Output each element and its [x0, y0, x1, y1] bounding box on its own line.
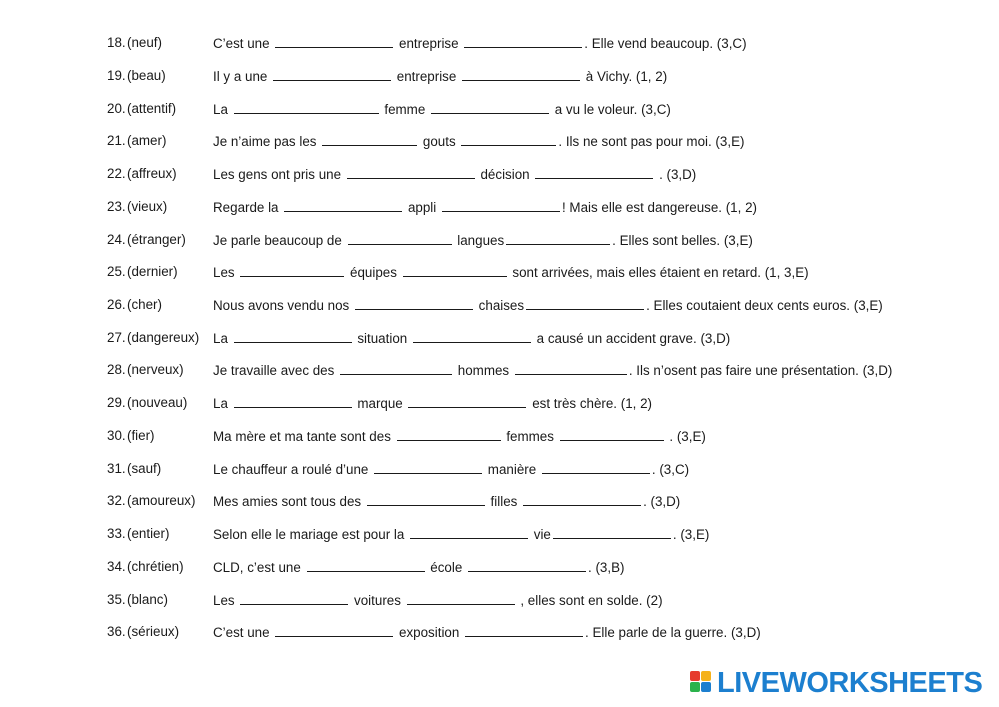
sentence-text: a causé un accident grave. (3,D): [532, 331, 731, 346]
exercise-row: [0, 327, 999, 349]
exercise-number: 19.: [107, 68, 126, 83]
sentence-text: langues: [453, 233, 505, 248]
sentence-text: . Elle vend beaucoup. (3,C): [584, 36, 747, 51]
sentence-text: chaises: [474, 298, 525, 313]
sentence-text: Les: [213, 265, 239, 280]
exercise-number: 32.: [107, 493, 126, 508]
answer-blank[interactable]: [542, 458, 650, 474]
sentence-text: . Ils ne sont pas pour moi. (3,E): [558, 134, 745, 149]
answer-blank[interactable]: [407, 589, 515, 605]
sentence-text: CLD, c’est une: [213, 560, 305, 575]
answer-blank[interactable]: [234, 98, 379, 114]
answer-blank[interactable]: [442, 196, 560, 212]
answer-blank[interactable]: [275, 32, 393, 48]
adjective-hint: (chrétien): [127, 559, 184, 574]
sentence-text: . Elles sont belles. (3,E): [612, 233, 753, 248]
answer-blank[interactable]: [553, 523, 671, 539]
adjective-hint: (vieux): [127, 199, 168, 214]
sentence-text: . (3,E): [672, 527, 710, 542]
exercise-sentence: [213, 229, 753, 252]
answer-blank[interactable]: [515, 359, 627, 375]
exercise-row: [0, 65, 999, 87]
exercise-number: 20.: [107, 101, 126, 116]
exercise-sentence: [213, 261, 809, 284]
exercise-number: 30.: [107, 428, 126, 443]
sentence-text: vie: [530, 527, 551, 542]
exercise-row: [0, 359, 999, 381]
sentence-text: voitures: [350, 593, 405, 608]
exercise-sentence: [213, 130, 744, 153]
answer-blank[interactable]: [348, 229, 452, 245]
sentence-text: . (3,E): [665, 429, 706, 444]
exercise-sentence: [213, 392, 652, 415]
exercise-number: 27.: [107, 330, 126, 345]
adjective-hint: (blanc): [127, 592, 168, 607]
sentence-text: . Elles coutaient deux cents euros. (3,E): [646, 298, 883, 313]
sentence-text: filles: [486, 494, 522, 509]
sentence-text: femmes: [502, 429, 558, 444]
answer-blank[interactable]: [526, 294, 644, 310]
sentence-text: , elles sont en solde. (2): [516, 593, 663, 608]
exercise-sentence: [213, 32, 747, 55]
exercise-number: 18.: [107, 35, 126, 50]
answer-blank[interactable]: [403, 261, 507, 277]
sentence-text: C’est une: [213, 625, 274, 640]
answer-blank[interactable]: [535, 163, 653, 179]
answer-blank[interactable]: [240, 261, 344, 277]
answer-blank[interactable]: [468, 556, 586, 572]
sentence-text: décision: [476, 167, 534, 182]
exercise-row: [0, 196, 999, 218]
answer-blank[interactable]: [464, 32, 582, 48]
adjective-hint: (amer): [127, 133, 167, 148]
sentence-text: C’est une: [213, 36, 274, 51]
exercise-row: [0, 130, 999, 152]
answer-blank[interactable]: [234, 327, 352, 343]
sentence-text: Les: [213, 593, 239, 608]
answer-blank[interactable]: [410, 523, 528, 539]
exercise-number: 35.: [107, 592, 126, 607]
adjective-hint: (fier): [127, 428, 155, 443]
exercise-number: 25.: [107, 264, 126, 279]
sentence-text: marque: [353, 396, 407, 411]
sentence-text: exposition: [395, 625, 464, 640]
sentence-text: à Vichy. (1, 2): [582, 69, 668, 84]
answer-blank[interactable]: [355, 294, 473, 310]
exercise-sentence: [213, 294, 883, 317]
brand-name: LIVEWORKSHEETS: [717, 667, 983, 699]
sentence-text: La: [213, 102, 232, 117]
sentence-text: Je parle beaucoup de: [213, 233, 346, 248]
exercise-sentence: [213, 556, 624, 579]
adjective-hint: (sérieux): [127, 624, 180, 639]
sentence-text: Mes amies sont tous des: [213, 494, 365, 509]
exercise-sentence: [213, 163, 696, 186]
sentence-text: Je n’aime pas les: [213, 134, 321, 149]
sentence-text: . Ils n’osent pas faire une présentation. (3,D): [628, 363, 893, 378]
answer-blank[interactable]: [462, 65, 580, 81]
sentence-text: La: [213, 396, 232, 411]
answer-blank[interactable]: [523, 490, 641, 506]
answer-blank[interactable]: [397, 425, 501, 441]
adjective-hint: (affreux): [127, 166, 177, 181]
adjective-hint: (étranger): [127, 232, 186, 247]
exercise-row: [0, 261, 999, 283]
exercise-row: [0, 621, 999, 643]
exercise-row: [0, 163, 999, 185]
exercise-number: 23.: [107, 199, 126, 214]
exercise-number: 31.: [107, 461, 126, 476]
exercise-row: [0, 490, 999, 512]
exercise-sentence: [213, 98, 671, 121]
answer-blank[interactable]: [340, 359, 452, 375]
sentence-text: femme: [380, 102, 429, 117]
exercise-number: 36.: [107, 624, 126, 639]
sentence-text: La: [213, 331, 232, 346]
exercise-row: [0, 294, 999, 316]
adjective-hint: (sauf): [127, 461, 162, 476]
sentence-text: Ma mère et ma tante sont des: [213, 429, 395, 444]
exercise-sentence: [213, 523, 709, 546]
answer-blank[interactable]: [322, 130, 417, 146]
sentence-text: Je travaille avec des: [213, 363, 339, 378]
sentence-text: Le chauffeur a roulé d’une: [213, 462, 373, 477]
exercise-row: [0, 523, 999, 545]
sentence-text: sont arrivées, mais elles étaient en retard. (1, 3,E): [508, 265, 809, 280]
exercise-sentence: [213, 490, 680, 513]
answer-blank[interactable]: [461, 130, 556, 146]
answer-blank[interactable]: [273, 65, 391, 81]
sentence-text: a vu le voleur. (3,C): [551, 102, 671, 117]
sentence-text: . (3,D): [643, 494, 681, 509]
sentence-text: école: [426, 560, 466, 575]
exercise-row: [0, 32, 999, 54]
exercise-sentence: [213, 327, 730, 350]
answer-blank[interactable]: [234, 392, 352, 408]
adjective-hint: (amoureux): [127, 493, 196, 508]
answer-blank[interactable]: [284, 196, 402, 212]
adjective-hint: (dangereux): [127, 330, 200, 345]
sentence-text: Regarde la: [213, 200, 283, 215]
answer-blank[interactable]: [408, 392, 526, 408]
exercise-sentence: [213, 425, 706, 448]
exercise-number: 24.: [107, 232, 126, 247]
exercise-row: [0, 425, 999, 447]
answer-blank[interactable]: [347, 163, 475, 179]
sentence-text: . (3,B): [588, 560, 625, 575]
adjective-hint: (cher): [127, 297, 162, 312]
adjective-hint: (dernier): [127, 264, 178, 279]
answer-blank[interactable]: [465, 621, 583, 637]
sentence-text: manière: [484, 462, 540, 477]
exercise-row: [0, 229, 999, 251]
liveworksheets-logo-icon: [690, 671, 712, 695]
sentence-text: . (3,C): [651, 462, 690, 477]
exercise-sentence: [213, 359, 892, 382]
exercise-number: 21.: [107, 133, 126, 148]
adjective-hint: (beau): [127, 68, 166, 83]
answer-blank[interactable]: [367, 490, 485, 506]
exercise-number: 33.: [107, 526, 126, 541]
exercise-sentence: [213, 589, 663, 612]
adjective-hint: (attentif): [127, 101, 177, 116]
sentence-text: entreprise: [393, 69, 461, 84]
answer-blank[interactable]: [307, 556, 425, 572]
exercise-number: 29.: [107, 395, 126, 410]
sentence-text: Selon elle le mariage est pour la: [213, 527, 409, 542]
answer-blank[interactable]: [240, 589, 348, 605]
sentence-text: . (3,D): [655, 167, 697, 182]
answer-blank[interactable]: [413, 327, 531, 343]
sentence-text: Il y a une: [213, 69, 272, 84]
exercise-row: [0, 556, 999, 578]
sentence-text: ! Mais elle est dangereuse. (1, 2): [561, 200, 757, 215]
exercise-row: [0, 392, 999, 414]
sentence-text: est très chère. (1, 2): [528, 396, 653, 411]
sentence-text: équipes: [346, 265, 401, 280]
answer-blank[interactable]: [275, 621, 393, 637]
exercise-number: 26.: [107, 297, 126, 312]
answer-blank[interactable]: [560, 425, 664, 441]
exercise-number: 22.: [107, 166, 126, 181]
sentence-text: situation: [353, 331, 411, 346]
exercise-sentence: [213, 65, 667, 88]
exercise-sentence: [213, 458, 689, 481]
adjective-hint: (neuf): [127, 35, 162, 50]
answer-blank[interactable]: [374, 458, 482, 474]
sentence-text: gouts: [419, 134, 460, 149]
exercise-number: 34.: [107, 559, 126, 574]
sentence-text: Nous avons vendu nos: [213, 298, 353, 313]
sentence-text: entreprise: [395, 36, 463, 51]
answer-blank[interactable]: [431, 98, 549, 114]
exercise-row: [0, 458, 999, 480]
exercise-sentence: [213, 196, 757, 219]
sentence-text: . Elle parle de la guerre. (3,D): [585, 625, 761, 640]
sentence-text: hommes: [454, 363, 513, 378]
answer-blank[interactable]: [506, 229, 610, 245]
adjective-hint: (nerveux): [127, 362, 184, 377]
sentence-text: Les gens ont pris une: [213, 167, 345, 182]
liveworksheets-logo[interactable]: [690, 668, 982, 698]
exercise-number: 28.: [107, 362, 126, 377]
adjective-hint: (entier): [127, 526, 170, 541]
exercise-sentence: [213, 621, 761, 644]
exercise-row: [0, 589, 999, 611]
adjective-hint: (nouveau): [127, 395, 188, 410]
exercise-row: [0, 98, 999, 120]
sentence-text: appli: [404, 200, 440, 215]
